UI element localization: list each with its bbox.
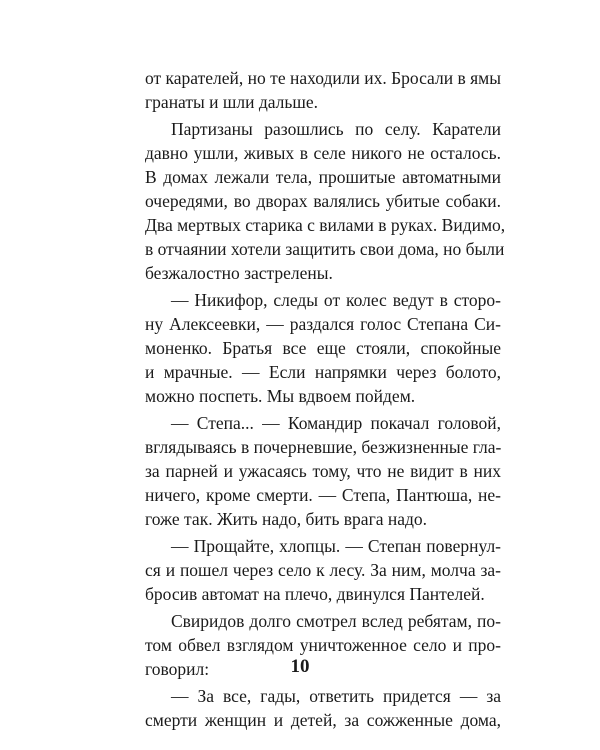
text-line: давно ушли, живых в селе никого не осталось. (145, 143, 501, 163)
text-line: очередями, во дворах валялись убитые собаки. (145, 191, 501, 211)
paragraph-start-line: — Прощайте, хлопцы. — Степан повернул- (171, 536, 501, 556)
text-line: за парней и ужасаясь тому, что не видит в них (145, 461, 501, 481)
text-line: гранаты и шли дальше. (145, 92, 319, 112)
body-text (145, 66, 506, 732)
text-line: Два мертвых старика с вилами в руках. Видимо, (145, 215, 506, 235)
paragraph-start-line: — Степа... — Командир покачал головой, (171, 413, 501, 433)
text-line: В домах лежали тела, прошитые автоматными (145, 167, 501, 187)
paragraph-start-line: — За все, гады, ответить придется — за (171, 686, 501, 706)
paragraph-start-line: Партизаны разошлись по селу. Каратели (171, 119, 501, 139)
text-line: говорил: (145, 659, 210, 679)
paragraph-start-line: — Никифор, следы от колес ведут в сторо- (171, 290, 501, 310)
text-line: ничего, кроме смерти. — Степа, Пантюша, не- (145, 485, 501, 505)
text-line: от карателей, но те находили их. Бросали в ямы (145, 68, 501, 88)
text-line: можно поспеть. Мы вдвоем пойдем. (145, 386, 416, 406)
paragraph-start-line: Свиридов долго смотрел вслед ребятам, по- (171, 611, 501, 631)
text-line: смерти женщин и детей, за сожженные дома, (145, 710, 501, 730)
text-line: гоже так. Жить надо, бить врага надо. (145, 509, 428, 529)
text-line: в отчаянии хотели защитить свои дома, но были (145, 239, 505, 259)
text-line: ся и пошел через село к лесу. За ним, молча за- (145, 560, 501, 580)
text-line: бросив автомат на плечо, двинулся Пантелей. (145, 584, 485, 604)
text-line: ну Алексеевки, — раздался голос Степана Си- (145, 314, 501, 334)
text-line: моненко. Братья все еще стояли, спокойные (145, 338, 501, 358)
text-line: безжалостно застрелены. (145, 263, 333, 283)
text-line: том обвел взглядом уничтоженное село и про- (145, 635, 501, 655)
page-number: 10 (290, 656, 310, 677)
text-line: и мрачные. — Если напрямки через болото, (145, 362, 501, 382)
text-line: вглядываясь в почерневшие, безжизненные гла- (145, 437, 502, 457)
